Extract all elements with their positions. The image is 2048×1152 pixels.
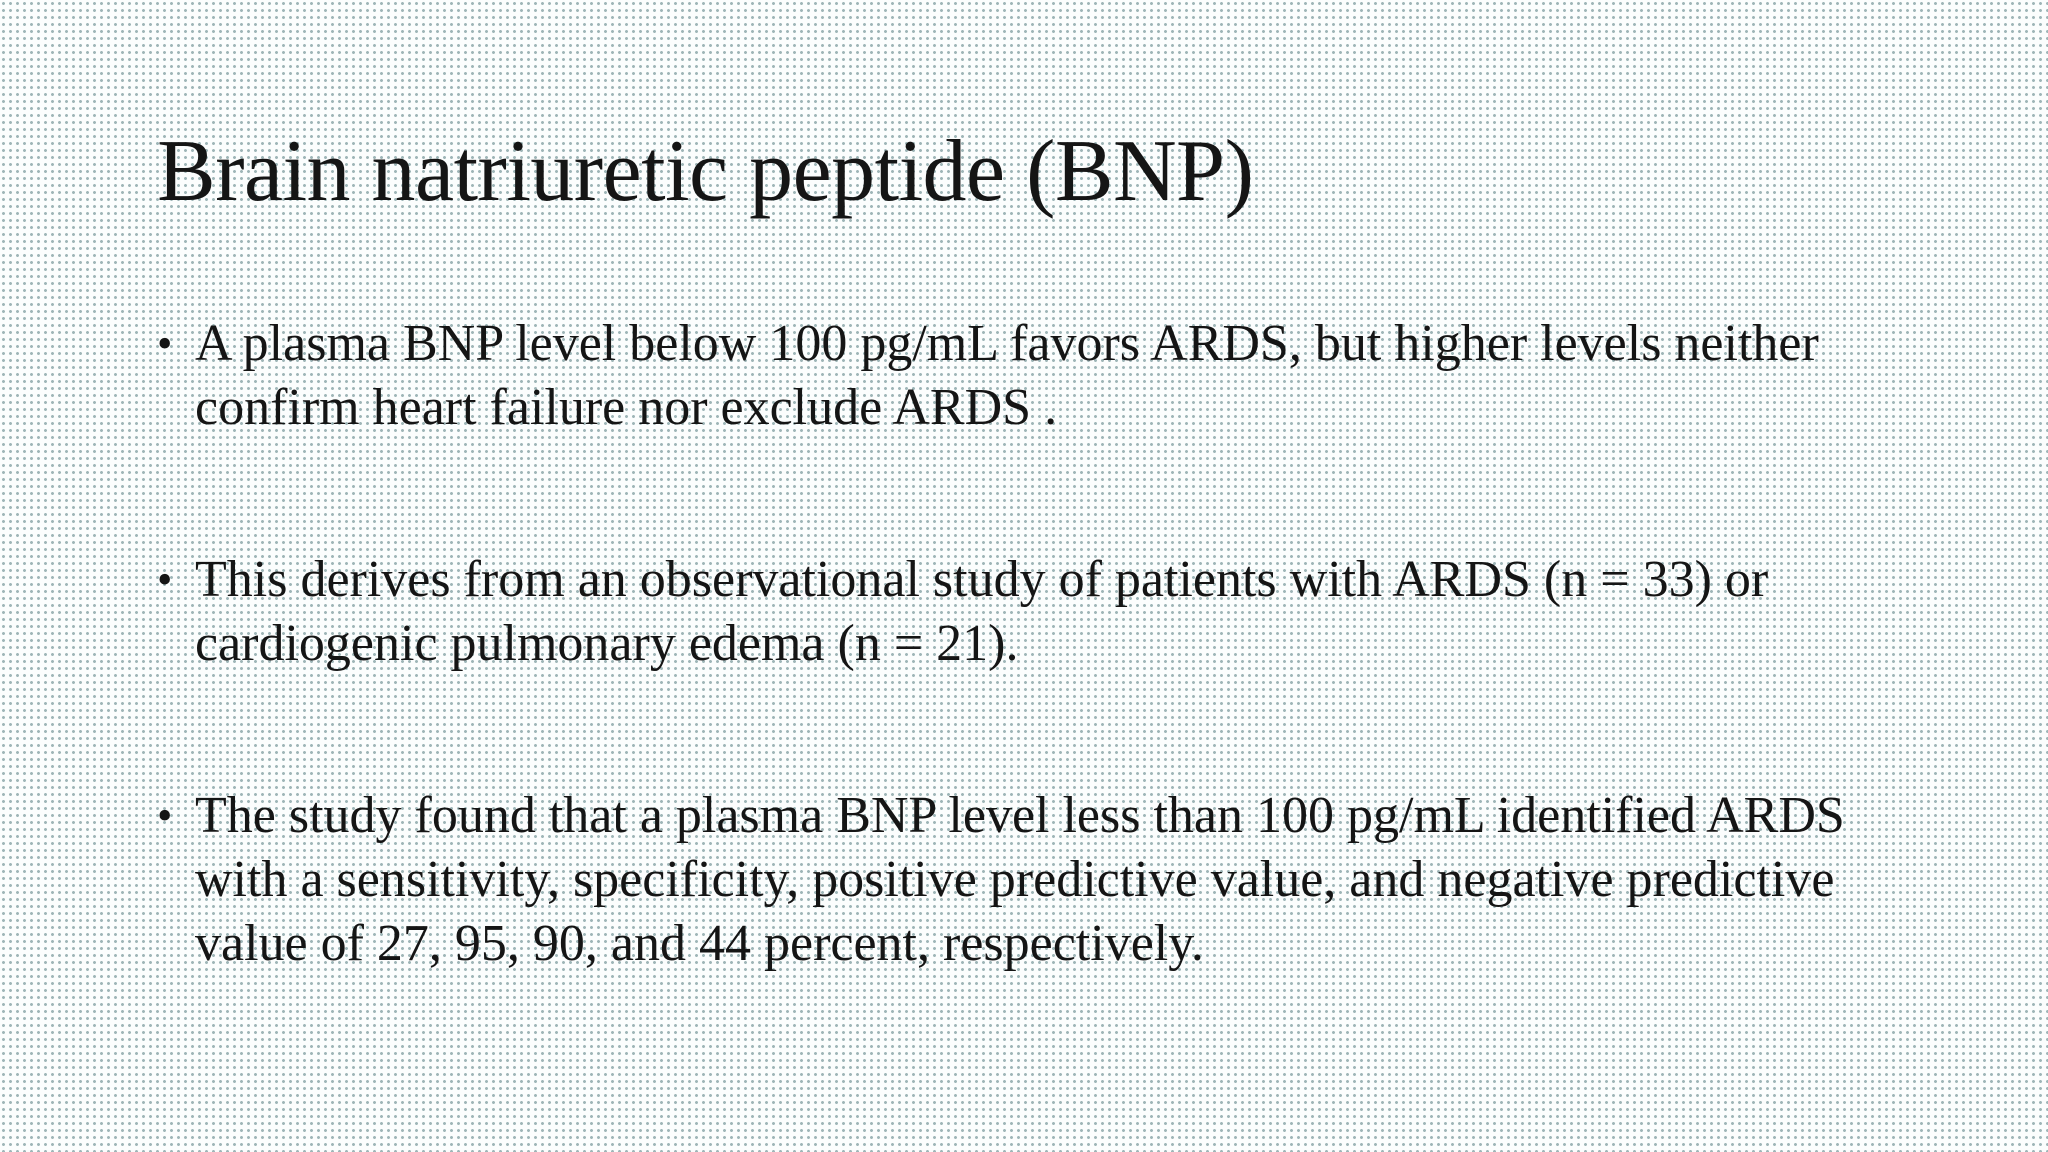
bullet-item-2 — [157, 548, 1917, 676]
bullet-item-3 — [157, 784, 1917, 976]
bullet-marker: • — [157, 555, 173, 604]
slide-title: Brain natriuretic peptide (BNP) — [157, 123, 1254, 220]
bullet-item-1 — [157, 312, 1917, 440]
bullet-text: A plasma BNP level below 100 pg/mL favors ARDS, but higher levels neither confirm heart failure nor exclude ARDS . — [195, 315, 1819, 436]
bullet-list — [157, 312, 1917, 976]
bullet-marker: • — [157, 791, 173, 840]
bullet-text: This derives from an observational study of patients with ARDS (n = 33) or cardiogenic pulmonary edema (n = 21). — [195, 551, 1769, 672]
bullet-text: The study found that a plasma BNP level less than 100 pg/mL identified ARDS with a sensitivity, specificity, positive predictive value, and negative predictive value of 27, 95, 90, and 44 percent, respectively. — [195, 787, 1845, 972]
bullet-marker: • — [157, 319, 173, 368]
